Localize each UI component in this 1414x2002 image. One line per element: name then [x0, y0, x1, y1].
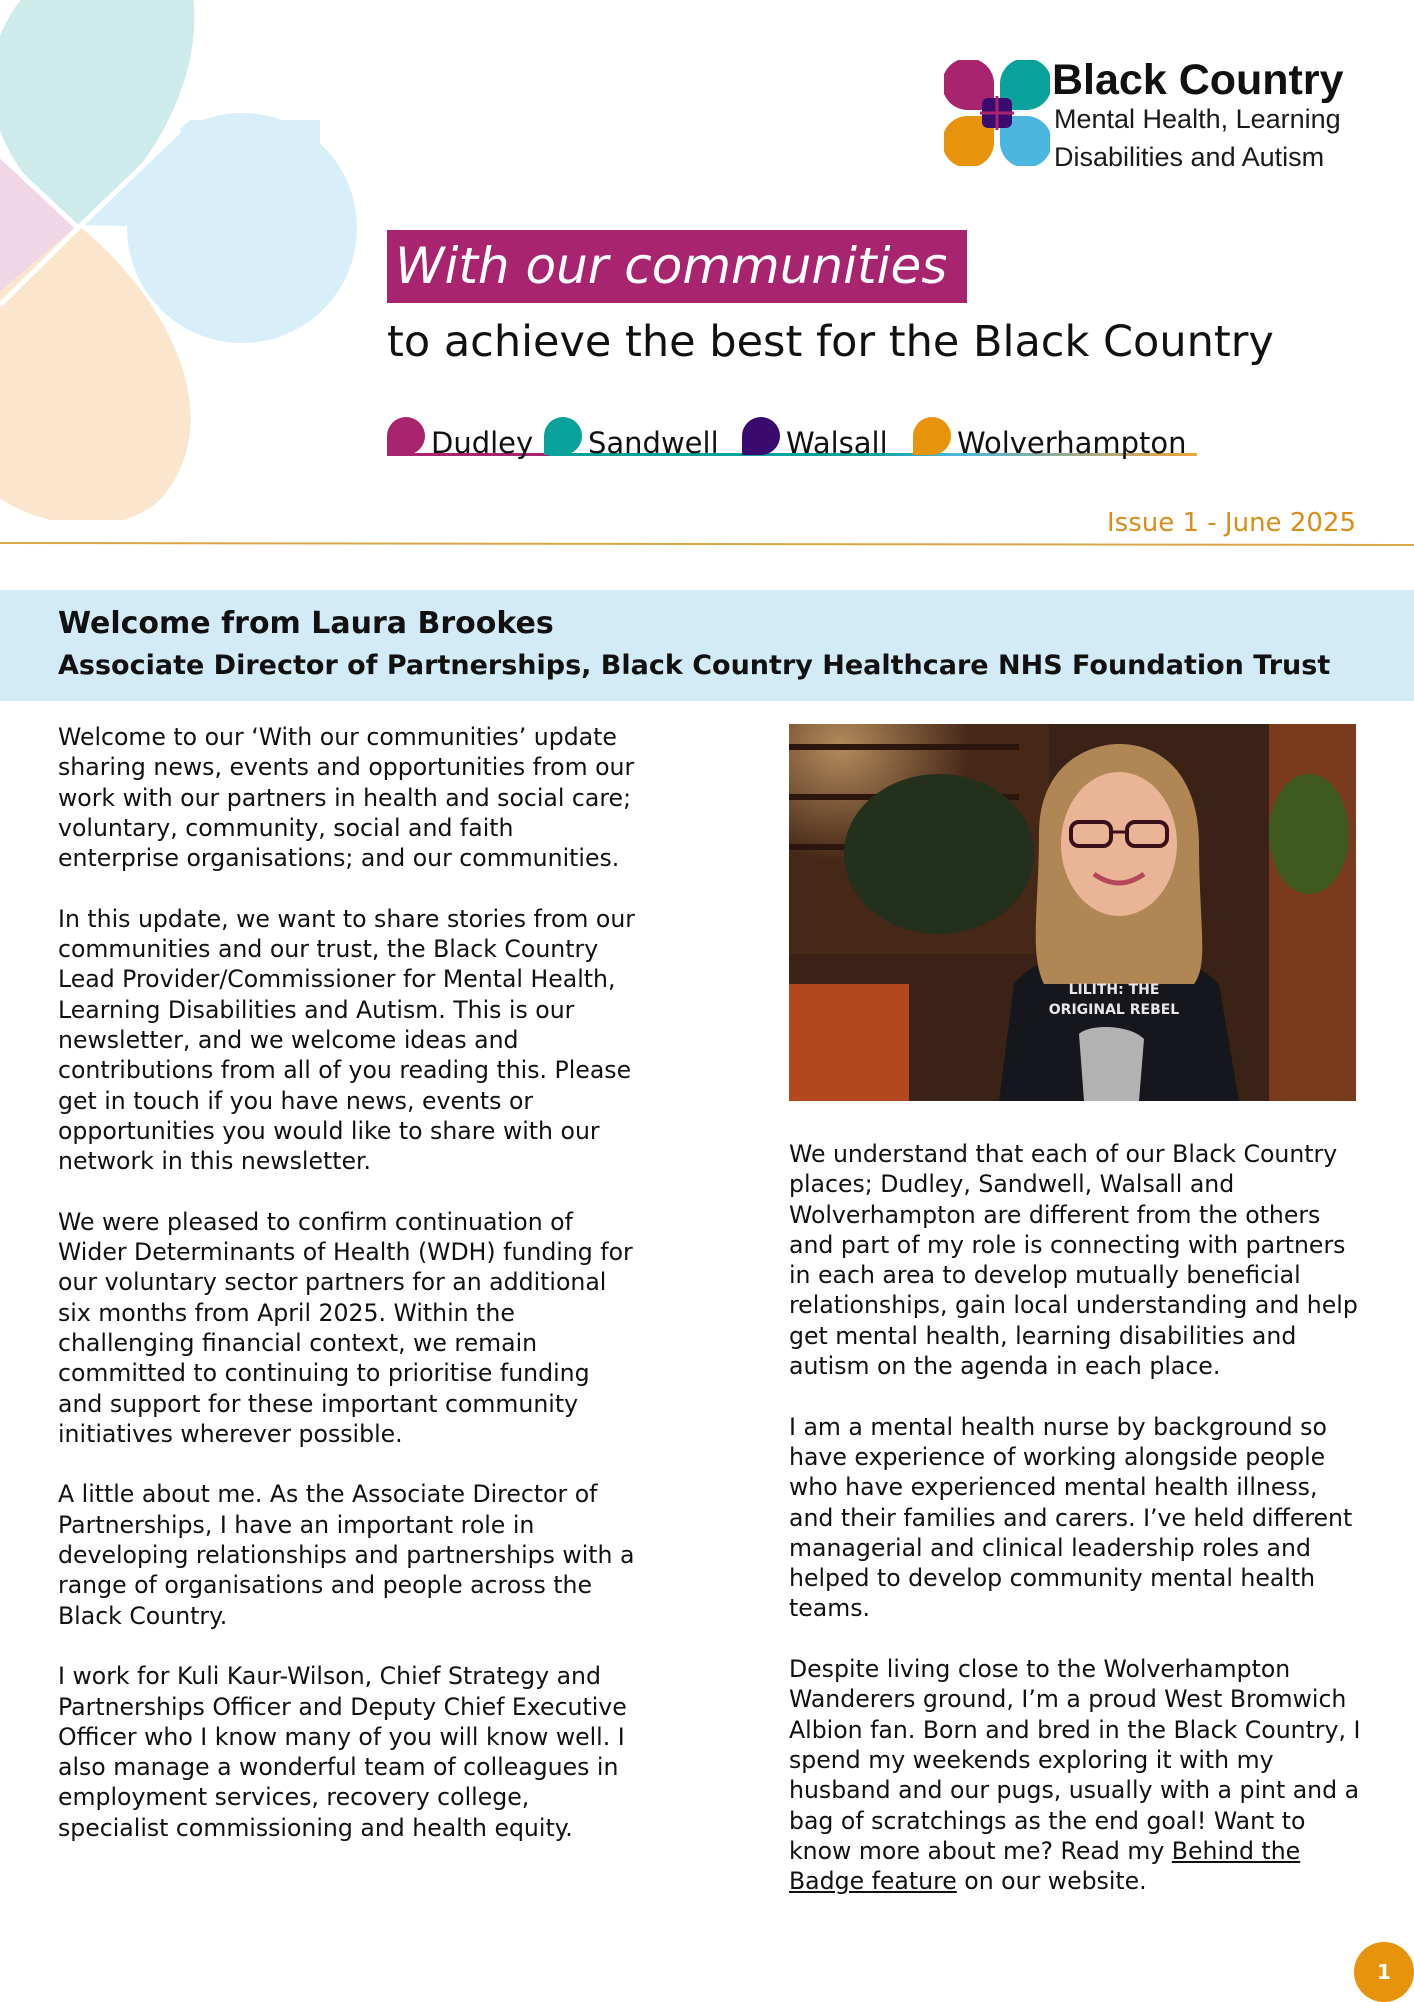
page-number: 1	[1377, 1960, 1391, 1984]
issue-label: Issue 1 - June 2025	[1106, 508, 1356, 538]
place-name: Wolverhampton	[957, 426, 1187, 460]
headline-tagline: to achieve the best for the Black Country	[387, 317, 1274, 367]
sandwell-petal-icon	[544, 417, 582, 455]
welcome-subtitle: Associate Director of Partnerships, Black Country Healthcare NHS Foundation Trust	[58, 650, 1331, 681]
paragraph: I work for Kuli Kaur-Wilson, Chief Strategy and Partnerships Officer and Deputy Chief Executive Officer who I know many of you will know well. I also manage a wonderful team of colleagues in employment services, recovery college, specialist commissioning and health equity.	[58, 1662, 627, 1842]
headline-text: With our communities	[395, 237, 948, 295]
shirt-text-line1: LILITH: THE	[1068, 982, 1160, 998]
walsall-petal-icon	[742, 417, 780, 455]
paragraph: Welcome to our ‘With our communities’ update sharing news, events and opportunities from our work with our partners in health and social care; voluntary, community, social and faith enterprise organisations; and our communities.	[58, 723, 635, 873]
paragraph-text: on our website.	[956, 1867, 1147, 1896]
paragraph: A little about me. As the Associate Director of Partnerships, I have an important role in developing relationships and partnerships with a range of organisations and people across the Black Country.	[58, 1480, 635, 1630]
welcome-title: Welcome from Laura Brookes	[58, 606, 554, 641]
shirt-text-line2: ORIGINAL REBEL	[1048, 1002, 1180, 1018]
place-name: Sandwell	[588, 426, 719, 460]
wolverhampton-petal-icon	[913, 417, 951, 455]
headline-banner	[387, 230, 967, 303]
dudley-petal-icon	[387, 417, 425, 455]
paragraph	[789, 1654, 1369, 1896]
decorative-petals	[0, 0, 380, 520]
behind-the-badge-link[interactable]: Behind the Badge feature	[789, 1836, 1301, 1896]
paragraph: In this update, we want to share stories from our communities and our trust, the Black Country Lead Provider/Commissioner for Mental Health, Learning Disabilities and Autism. This is our newsletter, and we welcome ideas and contributions from all of you reading this. Please get in touch if you have news, events or opportunities you would like to share with our network in this newsletter.	[58, 904, 635, 1176]
paragraph-text: Despite living close to the Wolverhampton Wanderers ground, I’m a proud West Bromwich Albion fan. Born and bred in the Black Country, I spend my weekends exploring it with my husband and our pugs, usually with a pint and a bag of scratchings as the end goal! Want to know more about me? Read my	[789, 1655, 1361, 1865]
four-petal-logo-icon	[944, 60, 1050, 166]
places-strip	[387, 415, 1197, 465]
divider	[0, 542, 1414, 546]
organisation-logo	[944, 56, 1384, 176]
logo-title: Black Country	[1052, 56, 1344, 104]
paragraph: I am a mental health nurse by background so have experience of working alongside people who have experienced mental health illness, and their families and carers. I’ve held different managerial and clinical leadership roles and helped to develop community mental health teams.	[789, 1412, 1353, 1623]
portrait-photo	[789, 724, 1356, 1101]
left-column	[58, 722, 636, 1873]
paragraph: We were pleased to confirm continuation of Wider Determinants of Health (WDH) funding for our voluntary sector partners for an additional six months from April 2025. Within the challenging financial context, we remain committed to continuing to prioritise funding and support for these important community initiatives wherever possible.	[58, 1207, 633, 1448]
welcome-header	[0, 590, 1414, 701]
paragraph: We understand that each of our Black Country places; Dudley, Sandwell, Walsall and Wolverhampton are different from the others and part of my role is connecting with partners in each area to develop mutually beneficial relationships, gain local understanding and help get mental health, learning disabilities and autism on the agenda in each place.	[789, 1140, 1358, 1381]
right-column	[789, 1139, 1369, 1927]
logo-subtitle: Mental Health, Learning Disabilities and Autism	[1054, 104, 1341, 172]
page-number-badge	[1354, 1942, 1414, 2002]
place-name: Walsall	[786, 426, 888, 460]
place-name: Dudley	[431, 426, 534, 460]
